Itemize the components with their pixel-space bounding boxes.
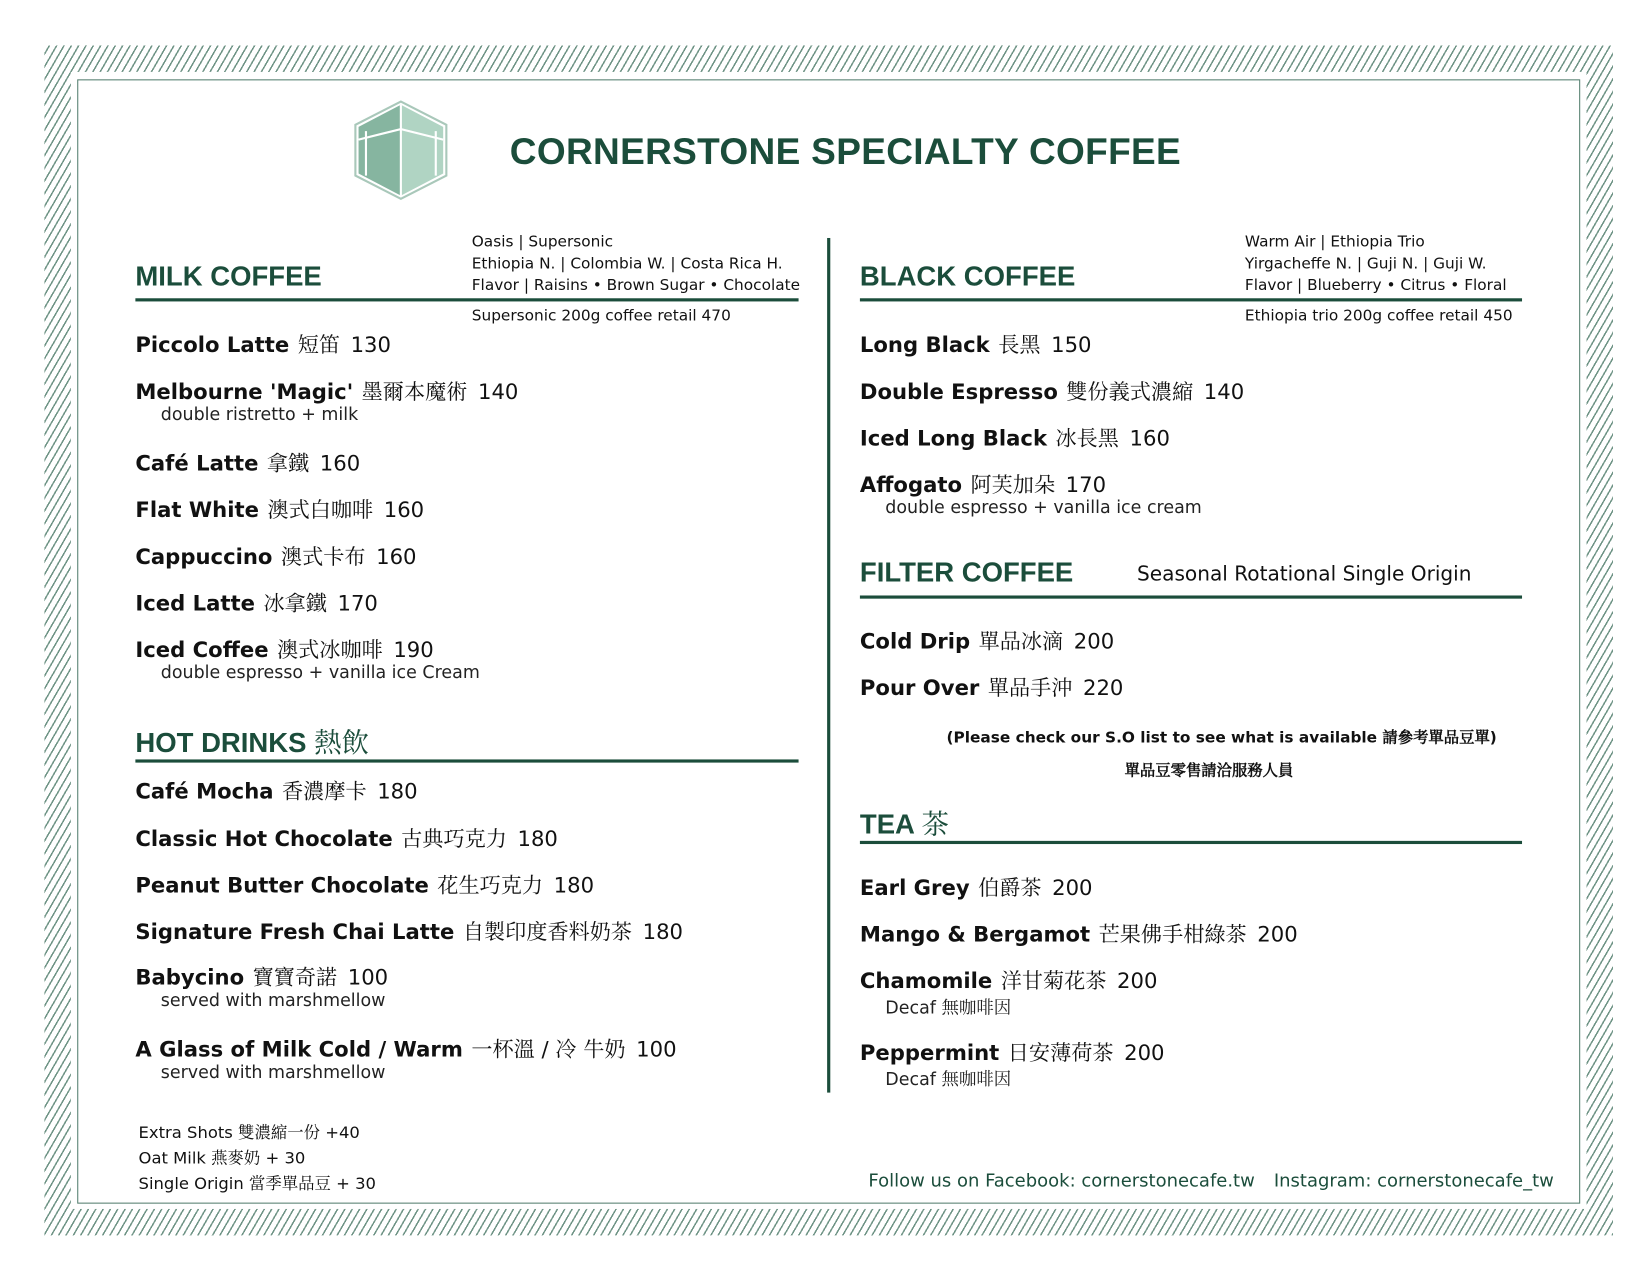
menu-item (860, 917, 1298, 948)
item-price: 200 (1052, 874, 1093, 901)
item-name-zh: 冰長黑 (1055, 425, 1119, 451)
menu-item (860, 328, 1092, 359)
black-beans-info: Warm Air | Ethiopia Trio Yirgacheffe N. | Guji N. | Guji W. Flavor | Blueberry • Citrus • Floral (1244, 233, 1507, 295)
menu-item (135, 960, 388, 991)
item-name: Classic Hot Chocolate (135, 826, 393, 852)
item-name: Flat White (135, 497, 259, 523)
menu-item (135, 915, 683, 946)
item-name-zh: 寶寶奇諾 (252, 964, 338, 991)
menu-item (860, 624, 1114, 655)
item-name: Peppermint (859, 1039, 1000, 1066)
facebook-link[interactable]: Follow us on Facebook: cornerstonecafe.tw (868, 1170, 1255, 1193)
item-price: 180 (553, 872, 595, 898)
social-footer (868, 1171, 1553, 1192)
instagram-link[interactable]: Instagram: cornerstonecafe_tw (1273, 1170, 1554, 1193)
item-price: 160 (1129, 425, 1170, 451)
item-price: 170 (1065, 471, 1107, 498)
item-price: 200 (1124, 1039, 1165, 1066)
filter-subtitle: Seasonal Rotational Single Origin (1137, 562, 1472, 586)
item-name: A Glass of Milk Cold / Warm (135, 1036, 463, 1062)
menu-item (135, 374, 518, 405)
item-price: 100 (347, 964, 389, 991)
item-price: 180 (517, 826, 558, 852)
item-name: Melbourne 'Magic' (135, 378, 354, 405)
item-name: Affogato (859, 471, 963, 498)
menu-item (135, 822, 557, 853)
item-name-zh: 一杯溫 / 冷 牛奶 (471, 1036, 626, 1062)
item-name-zh: 單品冰滴 (978, 628, 1064, 654)
extra-item: Extra Shots 雙濃縮一份 +40 (138, 1123, 360, 1143)
item-name: Long Black (859, 332, 990, 358)
item-name: Double Espresso (859, 378, 1058, 405)
item-name-zh: 古典巧克力 (401, 826, 507, 852)
filter-note-zh: 單品豆零售請洽服務人員 (1124, 762, 1294, 780)
extra-item: Single Origin 當季單品豆 + 30 (138, 1174, 376, 1194)
item-name-zh: 拿鐵 (266, 450, 310, 476)
menu-item (860, 870, 1093, 901)
item-name-zh: 阿芙加朵 (970, 471, 1056, 498)
item-name-zh: 日安薄荷茶 (1007, 1039, 1114, 1066)
item-name-zh: 短笛 (297, 332, 341, 358)
item-name: Signature Fresh Chai Latte (135, 919, 455, 945)
item-price: 190 (393, 636, 434, 663)
cornerstone-logo-icon (353, 99, 448, 201)
item-price: 220 (1083, 674, 1124, 701)
item-name-zh: 自製印度香料奶茶 (462, 919, 633, 945)
item-description: double ristretto + milk (160, 404, 359, 425)
item-price: 130 (350, 332, 391, 358)
section-heading-milk-coffee: MILK COFFEE (135, 260, 322, 292)
menu-item (860, 421, 1170, 452)
menu-item (135, 493, 424, 524)
menu-item (135, 539, 416, 570)
item-price: 200 (1257, 921, 1298, 947)
menu-item (135, 328, 391, 359)
menu-item (135, 1032, 676, 1063)
item-name-zh: 洋甘菊花茶 (1000, 967, 1107, 994)
item-price: 140 (477, 378, 519, 405)
section-heading-black-coffee: BLACK COFFEE (859, 260, 1076, 292)
black-retail-note: Ethiopia trio 200g coffee retail 450 (1244, 307, 1513, 325)
item-name-zh: 冰拿鐵 (263, 590, 327, 616)
item-name: Cappuccino (135, 543, 273, 570)
menu-item (860, 964, 1158, 995)
column-divider (827, 238, 830, 1093)
section-heading-tea: TEA 茶 (859, 808, 950, 841)
item-name: Iced Long Black (859, 425, 1048, 451)
item-name-zh: 墨爾本魔術 (361, 378, 468, 405)
item-name-zh: 雙份義式濃縮 (1066, 378, 1194, 405)
item-name-zh: 澳式白咖啡 (267, 497, 374, 523)
item-price: 150 (1051, 332, 1092, 358)
menu-item (135, 586, 377, 617)
item-price: 140 (1203, 378, 1245, 405)
item-name-zh: 芒果佛手柑綠茶 (1098, 921, 1247, 947)
item-name: Iced Latte (135, 590, 255, 616)
item-name: Piccolo Latte (135, 332, 290, 358)
item-description: double espresso + vanilla ice cream (885, 497, 1202, 518)
divider-line (860, 595, 1522, 598)
item-description: served with marshmellow (160, 1061, 386, 1083)
item-description: served with marshmellow (160, 990, 386, 1011)
filter-note: (Please check our S.O list to see what is available 請參考單品豆單) (946, 729, 1497, 747)
item-description: Decaf 無咖啡因 (885, 997, 1012, 1018)
menu-item (860, 374, 1244, 405)
extra-item: Oat Milk 燕麥奶 + 30 (138, 1148, 306, 1168)
divider-line (860, 298, 1522, 301)
section-heading-filter-coffee: FILTER COFFEE (859, 556, 1074, 589)
item-name-zh: 花生巧克力 (437, 872, 544, 898)
item-price: 200 (1073, 628, 1115, 654)
item-name-zh: 澳式冰咖啡 (277, 636, 383, 663)
item-description: double espresso + vanilla ice Cream (160, 662, 480, 683)
item-price: 100 (636, 1036, 677, 1062)
item-name-zh: 單品手沖 (987, 674, 1073, 701)
item-price: 180 (377, 778, 418, 804)
item-name: Babycino (135, 964, 245, 991)
menu-item (860, 1035, 1165, 1066)
divider-line (860, 841, 1522, 844)
item-price: 170 (337, 590, 378, 616)
menu-item (860, 671, 1123, 702)
item-name-zh: 澳式卡布 (280, 543, 366, 570)
item-price: 180 (642, 919, 684, 945)
item-name-zh: 伯爵茶 (978, 874, 1042, 901)
menu-item (135, 868, 594, 899)
item-price: 160 (376, 543, 417, 570)
item-name: Pour Over (859, 674, 980, 701)
item-name: Cold Drip (859, 628, 971, 654)
item-name: Café Latte (135, 450, 259, 476)
divider-line (135, 298, 798, 301)
item-price: 160 (319, 450, 361, 476)
item-description: Decaf 無咖啡因 (885, 1069, 1012, 1090)
menu-item (135, 633, 433, 664)
item-name: Mango & Bergamot (859, 921, 1091, 947)
item-name-zh: 香濃摩卡 (282, 778, 367, 804)
item-price: 200 (1117, 967, 1158, 994)
page-title: CORNERSTONE SPECIALTY COFFEE (509, 131, 1182, 173)
item-price: 160 (383, 497, 425, 523)
item-name: Café Mocha (135, 778, 274, 804)
item-name: Iced Coffee (135, 636, 269, 663)
milk-retail-note: Supersonic 200g coffee retail 470 (471, 307, 731, 325)
item-name: Chamomile (859, 967, 993, 994)
menu-item (135, 446, 360, 477)
section-heading-hot-drinks: HOT DRINKS 熱飲 (135, 726, 370, 760)
item-name: Peanut Butter Chocolate (135, 872, 429, 898)
menu-item (860, 468, 1106, 499)
milk-beans-info: Oasis | Supersonic Ethiopia N. | Colombia W. | Costa Rica H. Flavor | Raisins • Brown Sugar • Chocolate (471, 233, 801, 295)
item-name-zh: 長黑 (998, 332, 1041, 358)
menu-item (135, 774, 417, 805)
item-name: Earl Grey (859, 874, 970, 901)
divider-line (135, 759, 798, 762)
